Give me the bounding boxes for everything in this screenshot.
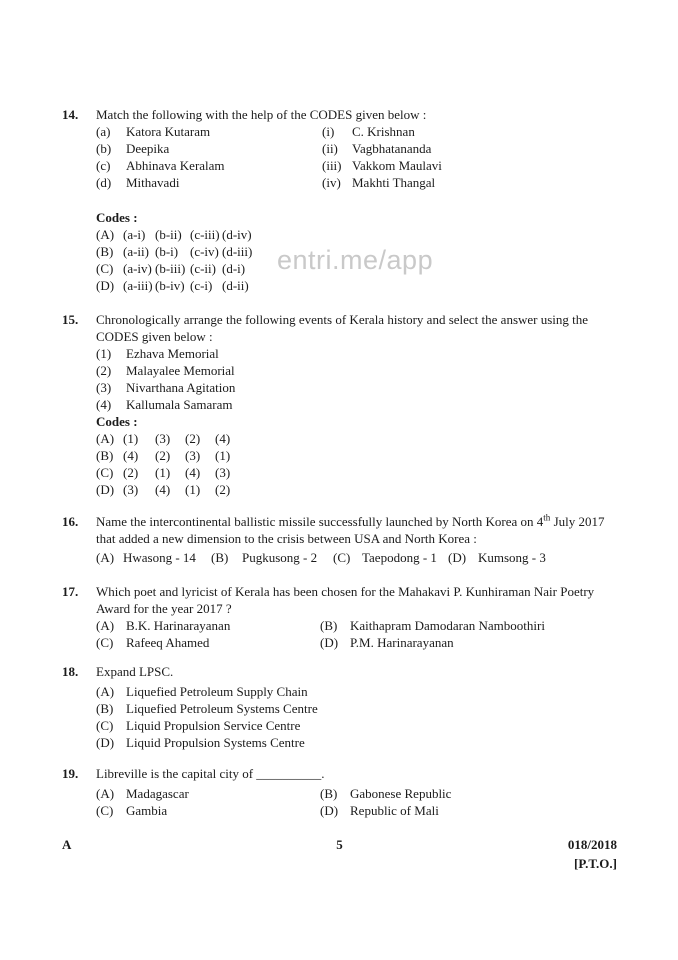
option-row bbox=[96, 717, 617, 734]
codes-row bbox=[96, 481, 617, 498]
match-left-label: (c) bbox=[96, 158, 111, 173]
code-cell: (b-iv) bbox=[155, 278, 185, 293]
question-text-part: July 2017 that added a new dimension to the crisis between USA and North Korea : bbox=[96, 514, 605, 546]
match-right-label: (ii) bbox=[322, 141, 338, 156]
question-18 bbox=[62, 663, 618, 751]
question-17 bbox=[62, 583, 618, 651]
option-label: (B) bbox=[320, 618, 338, 633]
question-body bbox=[96, 513, 617, 566]
code-cell: (a-ii) bbox=[123, 244, 149, 259]
code-option-label: (A) bbox=[96, 227, 115, 242]
match-row bbox=[96, 157, 617, 174]
list-item bbox=[96, 362, 617, 379]
match-right-text: Makhti Thangal bbox=[352, 175, 436, 190]
option-text: Hwasong - 14 bbox=[123, 550, 196, 565]
code-cell: (c-iii) bbox=[190, 227, 220, 242]
code-option-label: (D) bbox=[96, 482, 115, 497]
question-15 bbox=[62, 311, 618, 498]
code-option-label: (A) bbox=[96, 431, 115, 446]
option-text: Liquefied Petroleum Systems Centre bbox=[126, 701, 318, 716]
item-text: Ezhava Memorial bbox=[126, 346, 219, 361]
question-body bbox=[96, 106, 617, 294]
code-cell: (4) bbox=[185, 465, 201, 480]
question-body bbox=[96, 663, 617, 751]
option-label: (B) bbox=[320, 786, 338, 801]
question-text-part: Name the intercontinental ballistic missile successfully launched by North Korea on 4 bbox=[96, 514, 544, 529]
code-cell: (d-ii) bbox=[222, 278, 249, 293]
match-left-label: (d) bbox=[96, 175, 112, 190]
codes-row bbox=[96, 243, 617, 260]
option-label: (D) bbox=[96, 735, 115, 750]
watermark: entri.me/app bbox=[277, 245, 434, 275]
question-text: Which poet and lyricist of Kerala has been chosen for the Mahakavi P. Kunhiraman Nair Poetry Award for the year 2017 ? bbox=[96, 584, 595, 616]
question-body bbox=[96, 583, 617, 651]
code-cell: (3) bbox=[185, 448, 201, 463]
code-cell: (d-iv) bbox=[222, 227, 252, 242]
option-text: Madagascar bbox=[126, 786, 189, 801]
option-text: P.M. Harinarayanan bbox=[350, 635, 454, 650]
codes-row bbox=[96, 277, 617, 294]
option-row bbox=[96, 734, 617, 751]
match-row bbox=[96, 123, 617, 140]
match-left-text: Abhinava Keralam bbox=[126, 158, 225, 173]
code-option-label: (C) bbox=[96, 261, 114, 276]
match-right-label: (i) bbox=[322, 124, 335, 139]
option-label: (C) bbox=[96, 803, 114, 818]
question-number: 18. bbox=[62, 664, 79, 679]
question-body bbox=[96, 311, 617, 498]
code-option-label: (B) bbox=[96, 448, 114, 463]
question-19 bbox=[62, 765, 618, 819]
code-option-label: (C) bbox=[96, 465, 114, 480]
match-right-text: Vakkom Maulavi bbox=[352, 158, 442, 173]
option-label: (C) bbox=[333, 550, 351, 565]
code-cell: (d-iii) bbox=[222, 244, 253, 259]
code-cell: (c-ii) bbox=[190, 261, 216, 276]
code-cell: (a-i) bbox=[123, 227, 146, 242]
question-16 bbox=[62, 513, 618, 566]
item-text: Nivarthana Agitation bbox=[126, 380, 236, 395]
codes-row bbox=[96, 447, 617, 464]
options-list bbox=[96, 785, 617, 819]
match-left-text: Katora Kutaram bbox=[126, 124, 211, 139]
question-text: Libreville is the capital city of __________. bbox=[96, 766, 325, 781]
item-label: (1) bbox=[96, 346, 112, 361]
list-item bbox=[96, 379, 617, 396]
item-label: (3) bbox=[96, 380, 112, 395]
option-label: (C) bbox=[96, 635, 114, 650]
question-number: 15. bbox=[62, 312, 79, 327]
item-text: Malayalee Memorial bbox=[126, 363, 235, 378]
option-row bbox=[96, 683, 617, 700]
option-label: (D) bbox=[320, 635, 339, 650]
option-text: Kaithapram Damodaran Namboothiri bbox=[350, 618, 545, 633]
codes-row bbox=[96, 430, 617, 447]
option-label: (B) bbox=[211, 550, 229, 565]
question-number: 17. bbox=[62, 584, 79, 599]
option-label: (B) bbox=[96, 701, 114, 716]
codes-block bbox=[96, 209, 617, 294]
question-number: 14. bbox=[62, 107, 79, 122]
code-cell: (1) bbox=[123, 431, 139, 446]
match-list bbox=[96, 123, 617, 191]
codes-heading: Codes : bbox=[96, 210, 138, 225]
code-cell: (1) bbox=[215, 448, 231, 463]
codes-block bbox=[96, 413, 617, 498]
code-cell: (b-iii) bbox=[155, 261, 186, 276]
question-14 bbox=[62, 106, 618, 294]
option-text: Pugkusong - 2 bbox=[242, 550, 318, 565]
code-cell: (4) bbox=[155, 482, 171, 497]
option-text: Gambia bbox=[126, 803, 168, 818]
match-left-text: Mithavadi bbox=[126, 175, 180, 190]
option-text: B.K. Harinarayanan bbox=[126, 618, 231, 633]
code-cell: (3) bbox=[155, 431, 171, 446]
item-text: Kallumala Samaram bbox=[126, 397, 233, 412]
paper-code: 018/2018 bbox=[567, 837, 617, 852]
option-row bbox=[96, 700, 617, 717]
question-text: Expand LPSC. bbox=[96, 664, 174, 679]
option-text: Liquefied Petroleum Supply Chain bbox=[126, 684, 308, 699]
code-cell: (c-i) bbox=[190, 278, 213, 293]
match-left-label: (b) bbox=[96, 141, 112, 156]
question-text bbox=[96, 513, 617, 547]
code-cell: (4) bbox=[215, 431, 231, 446]
code-option-label: (D) bbox=[96, 278, 115, 293]
item-label: (4) bbox=[96, 397, 112, 412]
options-list bbox=[96, 683, 617, 751]
code-cell: (2) bbox=[155, 448, 171, 463]
code-cell: (a-iii) bbox=[123, 278, 153, 293]
code-cell: (d-i) bbox=[222, 261, 246, 276]
options-row bbox=[96, 802, 617, 819]
code-cell: (3) bbox=[215, 465, 231, 480]
item-label: (2) bbox=[96, 363, 112, 378]
codes-heading: Codes : bbox=[96, 414, 138, 429]
option-text: Liquid Propulsion Service Centre bbox=[126, 718, 301, 733]
option-label: (D) bbox=[448, 550, 467, 565]
codes-row bbox=[96, 464, 617, 481]
list-item bbox=[96, 396, 617, 413]
match-row bbox=[96, 140, 617, 157]
options-row bbox=[96, 634, 617, 651]
option-text: Republic of Mali bbox=[350, 803, 439, 818]
match-right-label: (iii) bbox=[322, 158, 342, 173]
codes-row bbox=[96, 226, 617, 243]
option-label: (C) bbox=[96, 718, 114, 733]
question-number: 19. bbox=[62, 766, 79, 781]
option-label: (A) bbox=[96, 618, 115, 633]
options-row bbox=[96, 785, 617, 802]
page-footer bbox=[62, 836, 617, 853]
option-text: Rafeeq Ahamed bbox=[126, 635, 210, 650]
question-text: Match the following with the help of the CODES given below : bbox=[96, 107, 427, 122]
pto-note: [P.T.O.] bbox=[574, 856, 617, 871]
match-left-text: Deepika bbox=[126, 141, 170, 156]
code-cell: (4) bbox=[123, 448, 139, 463]
option-text: Taepodong - 1 bbox=[362, 550, 437, 565]
code-cell: (2) bbox=[123, 465, 139, 480]
question-body bbox=[96, 765, 617, 819]
code-cell: (b-ii) bbox=[155, 227, 182, 242]
options-row bbox=[96, 549, 617, 566]
option-text: Liquid Propulsion Systems Centre bbox=[126, 735, 305, 750]
code-cell: (2) bbox=[215, 482, 231, 497]
option-text: Kumsong - 3 bbox=[478, 550, 546, 565]
list-item bbox=[96, 345, 617, 362]
match-row bbox=[96, 174, 617, 191]
option-label: (A) bbox=[96, 550, 115, 565]
page-number: 5 bbox=[336, 837, 343, 852]
codes-row bbox=[96, 260, 617, 277]
question-number: 16. bbox=[62, 514, 79, 529]
match-right-text: C. Krishnan bbox=[352, 124, 415, 139]
options-row bbox=[96, 617, 617, 634]
code-cell: (3) bbox=[123, 482, 139, 497]
code-cell: (1) bbox=[185, 482, 201, 497]
match-right-label: (iv) bbox=[322, 175, 341, 190]
code-cell: (1) bbox=[155, 465, 171, 480]
code-cell: (a-iv) bbox=[123, 261, 152, 276]
ordinal-superscript: th bbox=[543, 512, 551, 523]
code-cell: (2) bbox=[185, 431, 201, 446]
question-text: Chronologically arrange the following events of Kerala history and select the answer using the CODES given below : bbox=[96, 312, 589, 344]
code-cell: (c-iv) bbox=[190, 244, 219, 259]
code-cell: (b-i) bbox=[155, 244, 179, 259]
option-label: (A) bbox=[96, 684, 115, 699]
item-list bbox=[96, 345, 617, 413]
option-label: (D) bbox=[320, 803, 339, 818]
match-left-label: (a) bbox=[96, 124, 111, 139]
code-option-label: (B) bbox=[96, 244, 114, 259]
booklet-set-code: A bbox=[62, 837, 72, 852]
option-text: Gabonese Republic bbox=[350, 786, 452, 801]
match-right-text: Vagbhatananda bbox=[352, 141, 432, 156]
option-label: (A) bbox=[96, 786, 115, 801]
